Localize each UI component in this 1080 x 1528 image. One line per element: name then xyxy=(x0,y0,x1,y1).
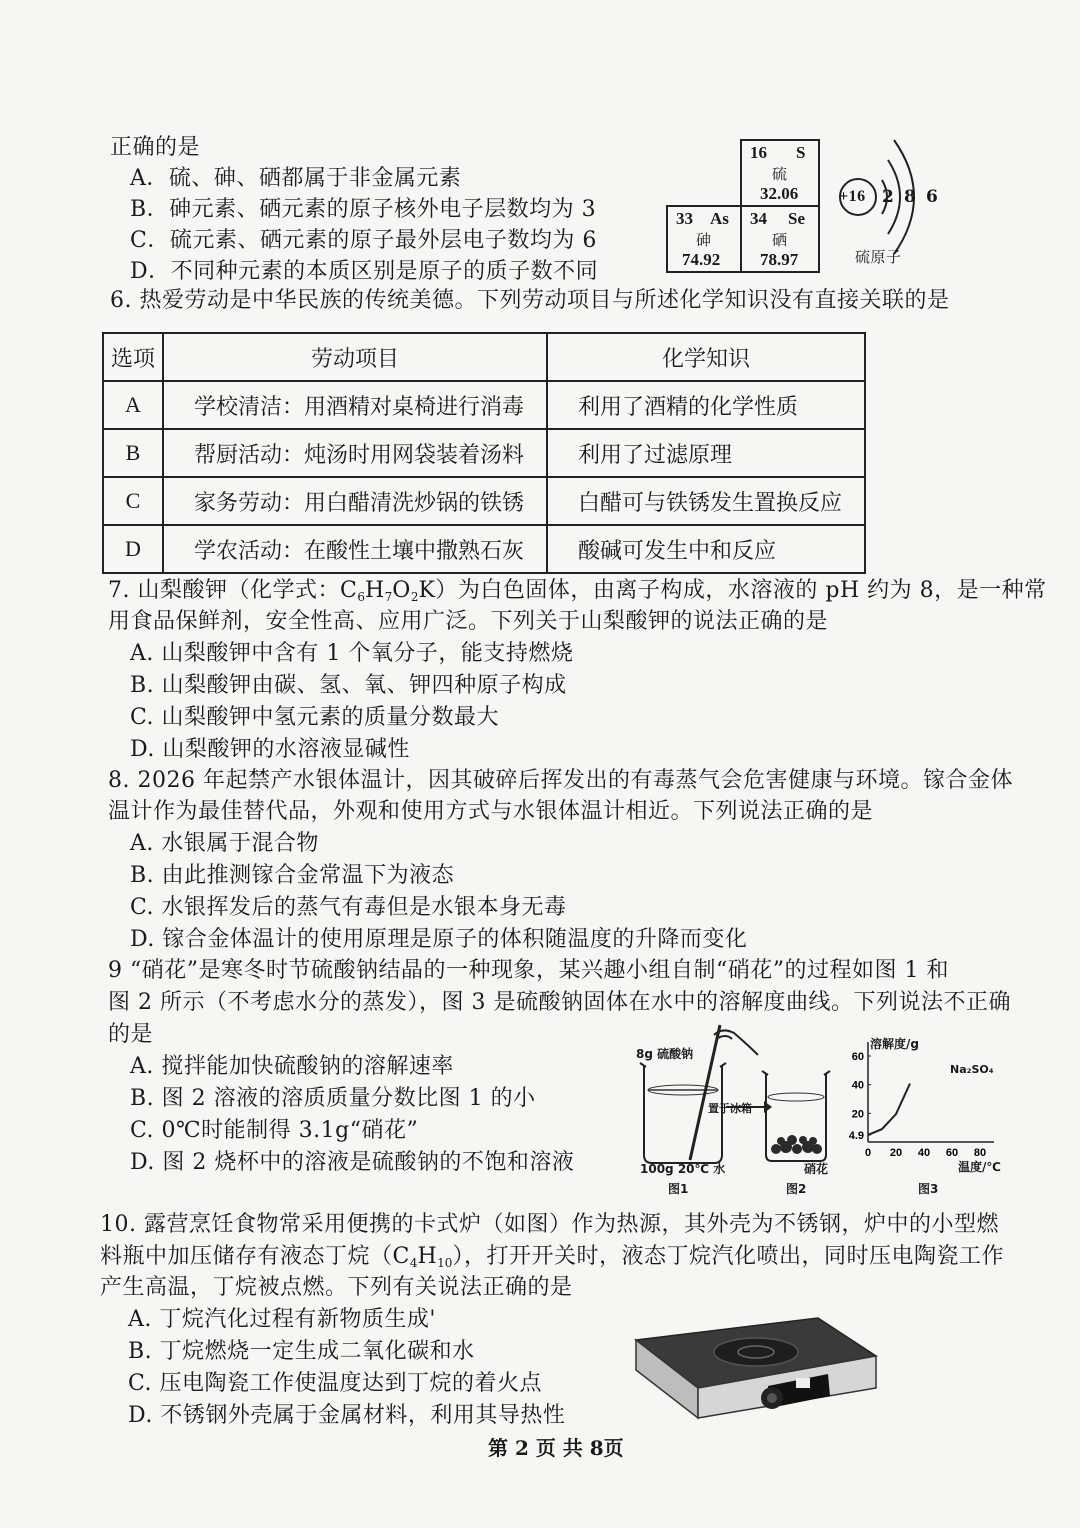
row-knowledge: 白醋可与铁锈发生置换反应 xyxy=(547,477,865,525)
element-symbol: Se xyxy=(788,209,805,228)
q10-stem-b: ），打开开关时，液态丁烷汽化喷出，同时压电陶瓷工作 xyxy=(452,1244,1004,1269)
q5-option-a: A．硫、砷、硒都属于非金属元素 xyxy=(130,166,462,191)
q10-stem-a: 料瓶中加压储存有液态丁烷（C xyxy=(100,1244,410,1269)
q9-option-c: C. 0℃时能制得 3.1g“硝花” xyxy=(130,1118,419,1143)
q10-stem-line3: 产生高温，丁烷被点燃。下列有关说法正确的是 xyxy=(100,1275,573,1300)
arrow-label: 置于冰箱 xyxy=(708,1102,752,1115)
y-tick-label: 60 xyxy=(851,1051,864,1063)
element-name: 砷 xyxy=(696,231,712,249)
beaker-2 xyxy=(762,1071,830,1161)
row-knowledge: 利用了过滤原理 xyxy=(547,429,865,477)
row-knowledge: 利用了酒精的化学性质 xyxy=(547,381,865,429)
formula-h: H xyxy=(417,1244,438,1269)
q7-stem-line2: 用食品保鲜剂，安全性高、应用广泛。下列关于山梨酸钾的说法正确的是 xyxy=(108,609,829,634)
row-project: 家务劳动：用白醋清洗炒锅的铁锈 xyxy=(163,477,547,525)
q7-option-d: D. 山梨酸钾的水溶液显碱性 xyxy=(130,737,410,762)
q9-stem-line1: 9 “硝花”是寒冬时节硫酸钠结晶的一种现象，某兴趣小组自制“硝花”的过程如图 1 和 xyxy=(108,958,949,983)
formula-sub: 10 xyxy=(437,1256,453,1270)
atom-label: 硫原子 xyxy=(855,248,902,266)
x-tick-label: 60 xyxy=(945,1147,959,1159)
element-symbol: As xyxy=(710,209,729,228)
element-mass: 74.92 xyxy=(682,250,721,269)
header-option: 选项 xyxy=(103,333,163,381)
element-mass: 78.97 xyxy=(760,250,799,269)
element-number: 33 xyxy=(676,209,693,228)
q6-stem: 6. 热爱劳动是中华民族的传统美德。下列劳动项目与所述化学知识没有直接关联的是 xyxy=(110,288,950,313)
q10-option-a: A. 丁烷汽化过程有新物质生成' xyxy=(128,1307,436,1332)
fig1-caption: 图1 xyxy=(668,1182,689,1196)
page-footer: 第 2 页 共 8页 xyxy=(488,1436,624,1460)
row-project: 学农活动：在酸性土壤中撒熟石灰 xyxy=(163,525,547,573)
row-option: C xyxy=(103,477,163,525)
crystal-label: 硝花 xyxy=(804,1162,829,1176)
element-name: 硫 xyxy=(772,165,788,183)
table-header-row xyxy=(103,333,865,381)
q7-option-a: A. 山梨酸钾中含有 1 个氧分子，能支持燃烧 xyxy=(130,641,574,666)
table-row xyxy=(103,381,865,429)
header-project: 劳动项目 xyxy=(163,333,547,381)
q10-option-b: B. 丁烷燃烧一定生成二氧化碳和水 xyxy=(128,1339,475,1364)
chart-series-label: Na₂SO₄ xyxy=(950,1063,994,1076)
fig3-caption: 图3 xyxy=(918,1182,939,1196)
q5-option-c: C．硫元素、硒元素的原子最外层电子数均为 6 xyxy=(130,228,597,253)
row-project: 帮厨活动：炖汤时用网袋装着汤料 xyxy=(163,429,547,477)
element-cell-sulfur xyxy=(740,139,820,207)
q8-option-d: D. 镓合金体温计的使用原理是原子的体积随温度的升降而变化 xyxy=(130,927,748,952)
header-knowledge: 化学知识 xyxy=(547,333,865,381)
q7-option-c: C. 山梨酸钾中氢元素的质量分数最大 xyxy=(130,705,500,730)
row-knowledge: 酸碱可发生中和反应 xyxy=(547,525,865,573)
q8-option-b: B. 由此推测镓合金常温下为液态 xyxy=(130,863,455,888)
formula-sub: 2 xyxy=(410,590,419,604)
element-name: 硒 xyxy=(772,231,788,249)
q5-option-d: D．不同种元素的本质区别是原子的质子数不同 xyxy=(130,259,599,284)
y-tick-label: 40 xyxy=(851,1079,864,1092)
reagent-label: 8g 硫酸钠 xyxy=(636,1047,694,1061)
row-option: D xyxy=(103,525,163,573)
q9-stem-line2: 图 2 所示（不考虑水分的蒸发），图 3 是硫酸钠固体在水中的溶解度曲线。下列说法不正确 xyxy=(108,990,1011,1015)
solubility-chart xyxy=(840,1030,1020,1170)
nucleus-charge: +16 xyxy=(839,188,866,205)
row-option: A xyxy=(103,381,163,429)
chart-xlabel: 温度/℃ xyxy=(958,1160,1001,1174)
formula-h: H xyxy=(364,578,385,603)
element-number: 16 xyxy=(750,143,767,162)
hand xyxy=(714,1030,758,1055)
formula-sub: 7 xyxy=(384,590,393,604)
row-option: B xyxy=(103,429,163,477)
y-tick-label: 20 xyxy=(851,1108,864,1121)
table-row xyxy=(103,429,865,477)
q10-stem-line1: 10. 露营烹饪食物常采用便携的卡式炉（如图）作为热源，其外壳为不锈钢，炉中的小型燃 xyxy=(100,1212,999,1237)
crystals xyxy=(771,1135,822,1154)
table-row xyxy=(103,525,865,573)
formula-sub: 6 xyxy=(357,590,365,604)
portable-stove-image xyxy=(628,1300,888,1425)
formula-sub: 4 xyxy=(409,1256,418,1270)
element-cell-selenium xyxy=(740,205,820,273)
q8-stem-line1: 8. 2026 年起禁产水银体温计，因其破碎后挥发出的有毒蒸气会危害健康与环境。镓合金体 xyxy=(108,768,1013,793)
element-cell-arsenic xyxy=(666,205,742,273)
table-row xyxy=(103,477,865,525)
water-label: 100g 20℃ 水 xyxy=(640,1162,726,1176)
stirring-rod xyxy=(690,1025,720,1160)
element-symbol: S xyxy=(796,143,806,162)
q10-option-d: D. 不锈钢外壳属于金属材料，利用其导热性 xyxy=(128,1403,566,1428)
element-number: 34 xyxy=(750,209,767,228)
q8-option-a: A. 水银属于混合物 xyxy=(130,831,319,856)
x-tick-label: 80 xyxy=(973,1147,987,1159)
labor-table xyxy=(102,332,866,574)
q9-stem-line3: 的是 xyxy=(108,1022,154,1047)
chart-ylabel: 溶解度/g xyxy=(870,1037,919,1051)
q7-stem-b: K）为白色固体，由离子构成，水溶液的 pH 约为 8，是一种常 xyxy=(418,578,1047,603)
shell-electrons-3: 6 xyxy=(926,187,939,207)
series-line xyxy=(868,1084,910,1135)
x-tick-label: 0 xyxy=(864,1147,872,1159)
x-tick-label: 20 xyxy=(889,1147,903,1159)
row-project: 学校清洁：用酒精对桌椅进行消毒 xyxy=(163,381,547,429)
formula-o: O xyxy=(392,578,411,603)
shell-electrons-1: 2 xyxy=(882,187,895,207)
q9-option-d: D. 图 2 烧杯中的溶液是硫酸钠的不饱和溶液 xyxy=(130,1150,575,1175)
q9-option-a: A. 搅拌能加快硫酸钠的溶解速率 xyxy=(130,1054,454,1079)
shell-electrons-2: 8 xyxy=(904,187,917,207)
q8-stem-line2: 温计作为最佳替代品，外观和使用方式与水银体温计相近。下列说法正确的是 xyxy=(108,799,874,824)
q7-stem-a: 7. 山梨酸钾（化学式：C xyxy=(108,578,358,603)
q5-option-b: B．砷元素、硒元素的原子核外电子层数均为 3 xyxy=(130,197,597,222)
x-tick-label: 40 xyxy=(917,1147,931,1159)
q9-option-b: B. 图 2 溶液的溶质质量分数比图 1 的小 xyxy=(130,1086,536,1111)
q5-stem: 正确的是 xyxy=(110,135,201,160)
q8-option-c: C. 水银挥发后的蒸气有毒但是水银本身无毒 xyxy=(130,895,567,920)
y-tick-label: 4.9 xyxy=(848,1129,864,1142)
q10-option-c: C. 压电陶瓷工作使温度达到丁烷的着火点 xyxy=(128,1371,543,1396)
element-mass: 32.06 xyxy=(760,184,799,203)
fig2-caption: 图2 xyxy=(786,1182,807,1196)
q7-option-b: B. 山梨酸钾由碳、氢、氧、钾四种原子构成 xyxy=(130,673,567,698)
